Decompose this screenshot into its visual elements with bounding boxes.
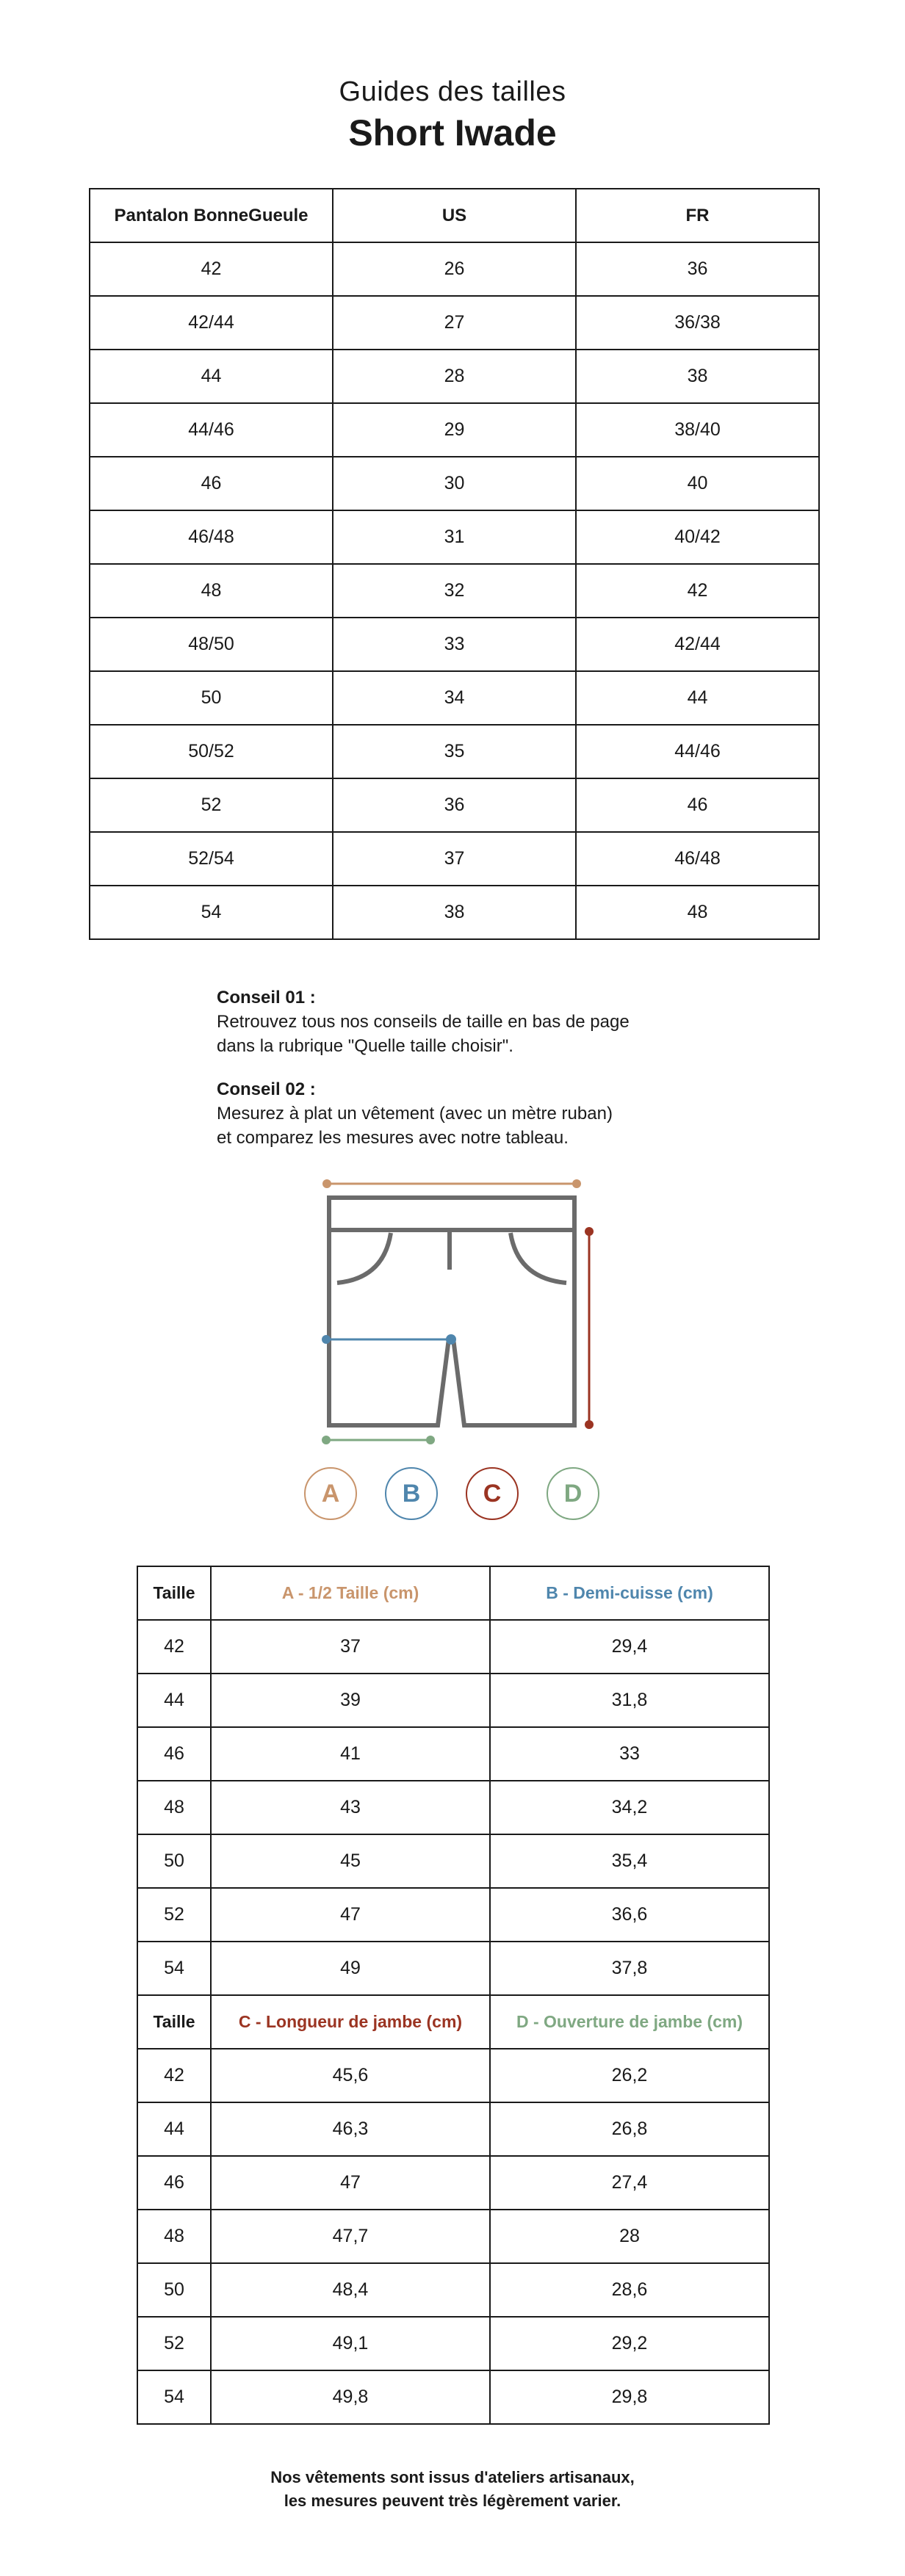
cell-fr-size: 36/38 bbox=[576, 296, 819, 350]
cell-leg-opening: 28 bbox=[490, 2210, 769, 2263]
table-row bbox=[90, 457, 819, 510]
cell-leg-opening: 26,2 bbox=[490, 2049, 769, 2102]
table-row bbox=[137, 2317, 769, 2370]
tip-2 bbox=[217, 1077, 731, 1150]
cell-us-size: 32 bbox=[333, 564, 576, 618]
table-row bbox=[90, 350, 819, 403]
cell-half-thigh: 34,2 bbox=[490, 1781, 769, 1834]
cell-us-size: 36 bbox=[333, 778, 576, 832]
cell-half-waist: 47 bbox=[211, 1888, 490, 1942]
table-row bbox=[137, 2263, 769, 2317]
cell-half-waist: 39 bbox=[211, 1674, 490, 1727]
cell-us-size: 29 bbox=[333, 403, 576, 457]
table-header-row bbox=[137, 1566, 769, 1620]
cell-size: 54 bbox=[137, 2370, 211, 2424]
cell-half-waist: 41 bbox=[211, 1727, 490, 1781]
cell-bonnegueule-size: 44/46 bbox=[90, 403, 333, 457]
cell-size: 54 bbox=[137, 1942, 211, 1995]
cell-us-size: 33 bbox=[333, 618, 576, 671]
table-row bbox=[137, 1781, 769, 1834]
table-row bbox=[90, 296, 819, 350]
cell-size: 48 bbox=[137, 2210, 211, 2263]
cell-fr-size: 44/46 bbox=[576, 725, 819, 778]
column-header-size: Taille bbox=[137, 1995, 211, 2049]
measure-line-b bbox=[322, 1334, 456, 1345]
cell-bonnegueule-size: 46 bbox=[90, 457, 333, 510]
cell-leg-opening: 26,8 bbox=[490, 2102, 769, 2156]
cell-size: 52 bbox=[137, 2317, 211, 2370]
table-row bbox=[90, 510, 819, 564]
cell-fr-size: 46/48 bbox=[576, 832, 819, 886]
table-row bbox=[90, 886, 819, 939]
column-header-fr: FR bbox=[576, 189, 819, 242]
legend-letter-b: B bbox=[385, 1467, 438, 1520]
table-row bbox=[90, 242, 819, 296]
cell-bonnegueule-size: 50 bbox=[90, 671, 333, 725]
cell-leg-length: 49,8 bbox=[211, 2370, 490, 2424]
cell-us-size: 31 bbox=[333, 510, 576, 564]
cell-fr-size: 44 bbox=[576, 671, 819, 725]
cell-leg-length: 47,7 bbox=[211, 2210, 490, 2263]
shorts-outline bbox=[329, 1198, 574, 1425]
column-header-us: US bbox=[333, 189, 576, 242]
cell-bonnegueule-size: 44 bbox=[90, 350, 333, 403]
cell-us-size: 37 bbox=[333, 832, 576, 886]
cell-fr-size: 46 bbox=[576, 778, 819, 832]
table-row bbox=[137, 1888, 769, 1942]
cell-half-waist: 43 bbox=[211, 1781, 490, 1834]
cell-size: 44 bbox=[137, 1674, 211, 1727]
measurement-legend bbox=[0, 1467, 905, 1526]
tip-line: et comparez les mesures avec notre tableau. bbox=[217, 1128, 569, 1148]
table-row bbox=[137, 2102, 769, 2156]
table-row bbox=[90, 725, 819, 778]
cell-half-thigh: 36,6 bbox=[490, 1888, 769, 1942]
measure-line-c bbox=[585, 1227, 594, 1429]
cell-half-thigh: 31,8 bbox=[490, 1674, 769, 1727]
column-header-bonnegueule: Pantalon BonneGueule bbox=[90, 189, 333, 242]
table-row bbox=[137, 1727, 769, 1781]
cell-bonnegueule-size: 52/54 bbox=[90, 832, 333, 886]
cell-half-waist: 45 bbox=[211, 1834, 490, 1888]
cell-fr-size: 40/42 bbox=[576, 510, 819, 564]
table-row bbox=[137, 1834, 769, 1888]
legend-letter-a: A bbox=[304, 1467, 357, 1520]
table-row bbox=[137, 2370, 769, 2424]
tip-title: Conseil 02 : bbox=[217, 1079, 316, 1099]
cell-us-size: 38 bbox=[333, 886, 576, 939]
cell-half-thigh: 35,4 bbox=[490, 1834, 769, 1888]
cell-leg-length: 46,3 bbox=[211, 2102, 490, 2156]
footer-note bbox=[0, 2466, 905, 2513]
measure-line-a bbox=[322, 1179, 581, 1188]
tip-line: dans la rubrique "Quelle taille choisir". bbox=[217, 1036, 513, 1056]
tip-1 bbox=[217, 985, 731, 1058]
cell-us-size: 26 bbox=[333, 242, 576, 296]
table-header-row bbox=[90, 189, 819, 242]
tip-line: Mesurez à plat un vêtement (avec un mètre ruban) bbox=[217, 1104, 613, 1124]
table-row bbox=[137, 1620, 769, 1674]
cell-leg-opening: 27,4 bbox=[490, 2156, 769, 2210]
cell-half-thigh: 29,4 bbox=[490, 1620, 769, 1674]
legend-letter-c: C bbox=[466, 1467, 519, 1520]
product-title: Short Iwade bbox=[348, 112, 557, 153]
cell-leg-length: 47 bbox=[211, 2156, 490, 2210]
table-header-row bbox=[137, 1995, 769, 2049]
cell-fr-size: 36 bbox=[576, 242, 819, 296]
table-row bbox=[90, 618, 819, 671]
cell-us-size: 35 bbox=[333, 725, 576, 778]
cell-fr-size: 48 bbox=[576, 886, 819, 939]
column-header-leg-opening: D - Ouverture de jambe (cm) bbox=[490, 1995, 769, 2049]
cell-size: 44 bbox=[137, 2102, 211, 2156]
cell-leg-length: 48,4 bbox=[211, 2263, 490, 2317]
cell-fr-size: 38 bbox=[576, 350, 819, 403]
column-header-size: Taille bbox=[137, 1566, 211, 1620]
table-row bbox=[137, 2156, 769, 2210]
measure-line-d bbox=[322, 1436, 435, 1444]
cell-size: 48 bbox=[137, 1781, 211, 1834]
page-title bbox=[0, 73, 905, 156]
table-row bbox=[90, 778, 819, 832]
cell-bonnegueule-size: 46/48 bbox=[90, 510, 333, 564]
cell-size: 50 bbox=[137, 2263, 211, 2317]
cell-size: 46 bbox=[137, 2156, 211, 2210]
size-conversion-table bbox=[89, 188, 820, 940]
cell-half-thigh: 37,8 bbox=[490, 1942, 769, 1995]
cell-size: 42 bbox=[137, 2049, 211, 2102]
guide-subtitle: Guides des tailles bbox=[339, 76, 566, 107]
cell-bonnegueule-size: 52 bbox=[90, 778, 333, 832]
cell-us-size: 30 bbox=[333, 457, 576, 510]
cell-size: 50 bbox=[137, 1834, 211, 1888]
cell-leg-length: 45,6 bbox=[211, 2049, 490, 2102]
table-row bbox=[137, 1942, 769, 1995]
cell-bonnegueule-size: 48 bbox=[90, 564, 333, 618]
cell-fr-size: 40 bbox=[576, 457, 819, 510]
table-row bbox=[137, 1674, 769, 1727]
cell-size: 42 bbox=[137, 1620, 211, 1674]
cell-leg-opening: 29,8 bbox=[490, 2370, 769, 2424]
cell-bonnegueule-size: 42/44 bbox=[90, 296, 333, 350]
cell-half-waist: 37 bbox=[211, 1620, 490, 1674]
cell-size: 46 bbox=[137, 1727, 211, 1781]
cell-us-size: 34 bbox=[333, 671, 576, 725]
measurement-table bbox=[137, 1566, 770, 2425]
cell-bonnegueule-size: 50/52 bbox=[90, 725, 333, 778]
column-header-half-waist: A - 1/2 Taille (cm) bbox=[211, 1566, 490, 1620]
legend-letter-d: D bbox=[547, 1467, 599, 1520]
cell-leg-opening: 28,6 bbox=[490, 2263, 769, 2317]
cell-bonnegueule-size: 48/50 bbox=[90, 618, 333, 671]
table-row bbox=[90, 832, 819, 886]
cell-fr-size: 42/44 bbox=[576, 618, 819, 671]
column-header-leg-length: C - Longueur de jambe (cm) bbox=[211, 1995, 490, 2049]
cell-leg-length: 49,1 bbox=[211, 2317, 490, 2370]
footer-line: les mesures peuvent très légèrement varier. bbox=[284, 2492, 621, 2510]
cell-us-size: 27 bbox=[333, 296, 576, 350]
cell-fr-size: 42 bbox=[576, 564, 819, 618]
table-row bbox=[90, 403, 819, 457]
cell-leg-opening: 29,2 bbox=[490, 2317, 769, 2370]
shorts-measurement-diagram bbox=[0, 1171, 905, 1450]
cell-us-size: 28 bbox=[333, 350, 576, 403]
table-row bbox=[137, 2210, 769, 2263]
table-row bbox=[90, 671, 819, 725]
tip-title: Conseil 01 : bbox=[217, 988, 316, 1007]
cell-half-thigh: 33 bbox=[490, 1727, 769, 1781]
column-header-half-thigh: B - Demi-cuisse (cm) bbox=[490, 1566, 769, 1620]
cell-bonnegueule-size: 54 bbox=[90, 886, 333, 939]
cell-fr-size: 38/40 bbox=[576, 403, 819, 457]
tips-section bbox=[217, 985, 731, 1169]
table-row bbox=[137, 2049, 769, 2102]
tip-line: Retrouvez tous nos conseils de taille en bas de page bbox=[217, 1012, 630, 1032]
cell-half-waist: 49 bbox=[211, 1942, 490, 1995]
cell-size: 52 bbox=[137, 1888, 211, 1942]
footer-line: Nos vêtements sont issus d'ateliers artisanaux, bbox=[270, 2468, 635, 2486]
table-row bbox=[90, 564, 819, 618]
cell-bonnegueule-size: 42 bbox=[90, 242, 333, 296]
